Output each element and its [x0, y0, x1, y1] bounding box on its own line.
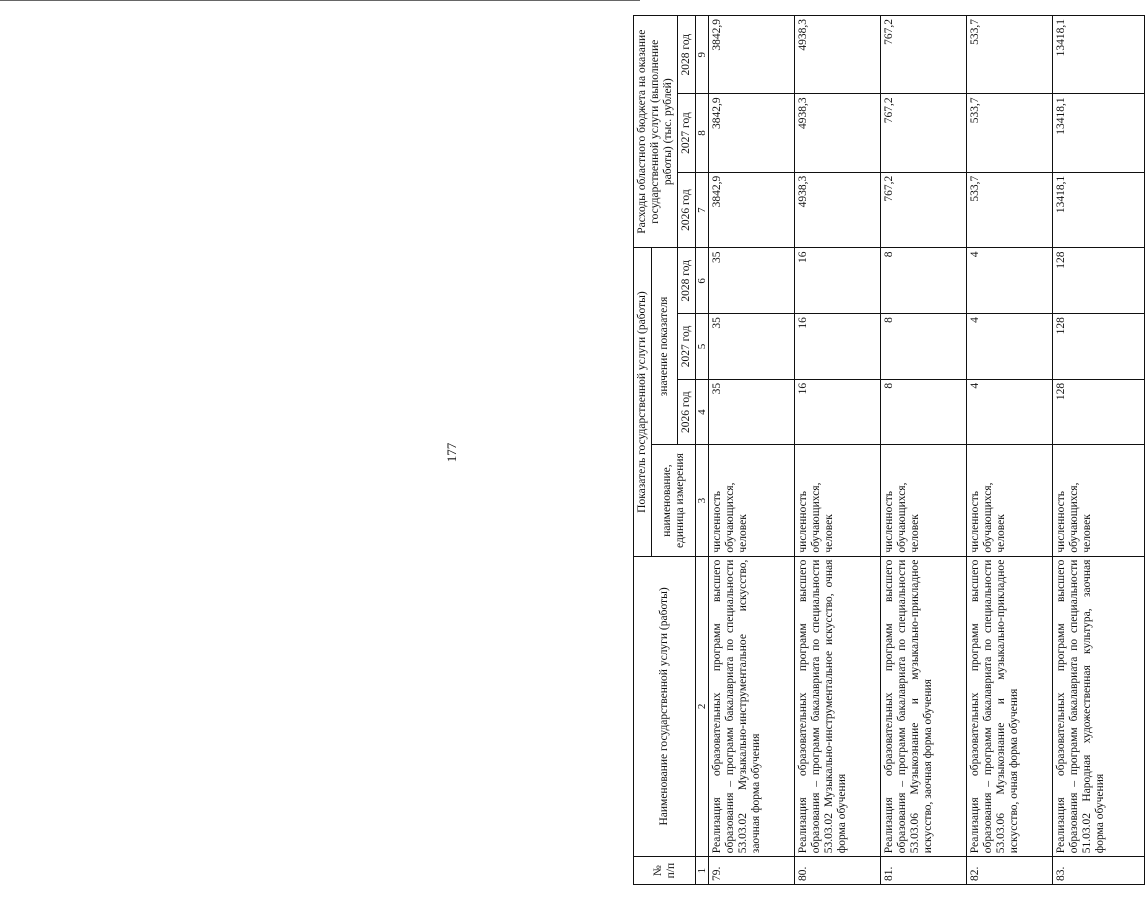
- row-no: 82.: [967, 857, 1053, 885]
- row-expense: 3842,9: [709, 172, 795, 248]
- row-no: 79.: [709, 857, 795, 885]
- column-number: 9: [696, 16, 709, 94]
- row-service-name: Реализация образовательных программ высшего образования – программ бакалавриата по специальности 53.03.06 Музыкознание и музыкально-прикладное искусство, заочная форма обучения: [881, 556, 967, 857]
- header-row-1: [634, 16, 652, 885]
- row-value: 16: [795, 248, 881, 314]
- header-expenses: Расходы областного бюджета на оказание государственной услуги (выполнение работы) (тыс. рублей): [634, 16, 678, 248]
- services-table: [633, 15, 1145, 885]
- row-expense: 4938,3: [795, 94, 881, 172]
- header-unit: наименование, единица измерения: [652, 445, 696, 556]
- row-unit: численность обучающихся, человек: [1053, 445, 1145, 556]
- row-expense: 767,2: [881, 16, 967, 94]
- header-indicator-value: значение показателя: [652, 248, 678, 445]
- row-value: 8: [881, 248, 967, 314]
- column-number: 4: [696, 379, 709, 445]
- row-value: 4: [967, 379, 1053, 445]
- row-value: 128: [1053, 379, 1145, 445]
- header-year: 2026 год: [678, 172, 696, 248]
- row-unit: численность обучающихся, человек: [967, 445, 1053, 556]
- header-year: 2027 год: [678, 94, 696, 172]
- row-expense: 3842,9: [709, 94, 795, 172]
- row-expense: 3842,9: [709, 16, 795, 94]
- header-year: 2026 год: [678, 379, 696, 445]
- row-value: 8: [881, 379, 967, 445]
- row-no: 81.: [881, 857, 967, 885]
- row-value: 35: [709, 248, 795, 314]
- row-expense: 767,2: [881, 172, 967, 248]
- column-number: 3: [696, 445, 709, 556]
- row-value: 8: [881, 314, 967, 380]
- row-value: 16: [795, 314, 881, 380]
- column-numbers-row: [696, 16, 709, 885]
- row-expense: 767,2: [881, 94, 967, 172]
- row-expense: 533,7: [967, 172, 1053, 248]
- row-value: 128: [1053, 314, 1145, 380]
- row-expense: 13418,1: [1053, 16, 1145, 94]
- table-row: [967, 16, 1053, 885]
- column-number: 7: [696, 172, 709, 248]
- row-value: 35: [709, 379, 795, 445]
- row-value: 128: [1053, 248, 1145, 314]
- row-no: 83.: [1053, 857, 1145, 885]
- column-number: 5: [696, 314, 709, 380]
- page-number: 177: [444, 442, 459, 463]
- table-row: [795, 16, 881, 885]
- row-expense: 13418,1: [1053, 94, 1145, 172]
- header-year: 2028 год: [678, 248, 696, 314]
- row-value: 4: [967, 248, 1053, 314]
- header-year: 2027 год: [678, 314, 696, 380]
- row-expense: 4938,3: [795, 16, 881, 94]
- header-indicator: Показатель государственной услуги (работы): [634, 248, 652, 556]
- column-number: 8: [696, 94, 709, 172]
- row-value: 35: [709, 314, 795, 380]
- row-expense: 4938,3: [795, 172, 881, 248]
- table-row: [881, 16, 967, 885]
- row-service-name: Реализация образовательных программ высшего образования – программ бакалавриата по специальности 53.03.02 Музыкально-инструментальное искусство, заочная форма обучения: [709, 556, 795, 857]
- row-expense: 533,7: [967, 16, 1053, 94]
- header-year: 2028 год: [678, 16, 696, 94]
- column-number: 6: [696, 248, 709, 314]
- row-service-name: Реализация образовательных программ высшего образования – программ бакалавриата по специальности 53.03.06 Музыкознание и музыкально-прикладное искусство, очная форма обучения: [967, 556, 1053, 857]
- row-expense: 533,7: [967, 94, 1053, 172]
- row-unit: численность обучающихся, человек: [709, 445, 795, 556]
- row-unit: численность обучающихся, человек: [881, 445, 967, 556]
- row-unit: численность обучающихся, человек: [795, 445, 881, 556]
- column-number: 2: [696, 556, 709, 857]
- table-row: [1053, 16, 1145, 885]
- row-value: 16: [795, 379, 881, 445]
- row-service-name: Реализация образовательных программ высшего образования – программ бакалавриата по специальности 53.03.02 Музыкально-инструментальное искусство, очная форма обучения: [795, 556, 881, 857]
- row-expense: 13418,1: [1053, 172, 1145, 248]
- row-value: 4: [967, 314, 1053, 380]
- row-no: 80.: [795, 857, 881, 885]
- header-service-name: Наименование государственной услуги (работы): [634, 556, 696, 857]
- header-no: № п/п: [634, 857, 696, 885]
- services-table-container: [150, 19, 1106, 895]
- column-number: 1: [696, 857, 709, 885]
- table-row: [709, 16, 795, 885]
- row-service-name: Реализация образовательных программ высшего образования – программ бакалавриата по специальности 51.03.02 Народная художественная культура, заочная форма обучения: [1053, 556, 1145, 857]
